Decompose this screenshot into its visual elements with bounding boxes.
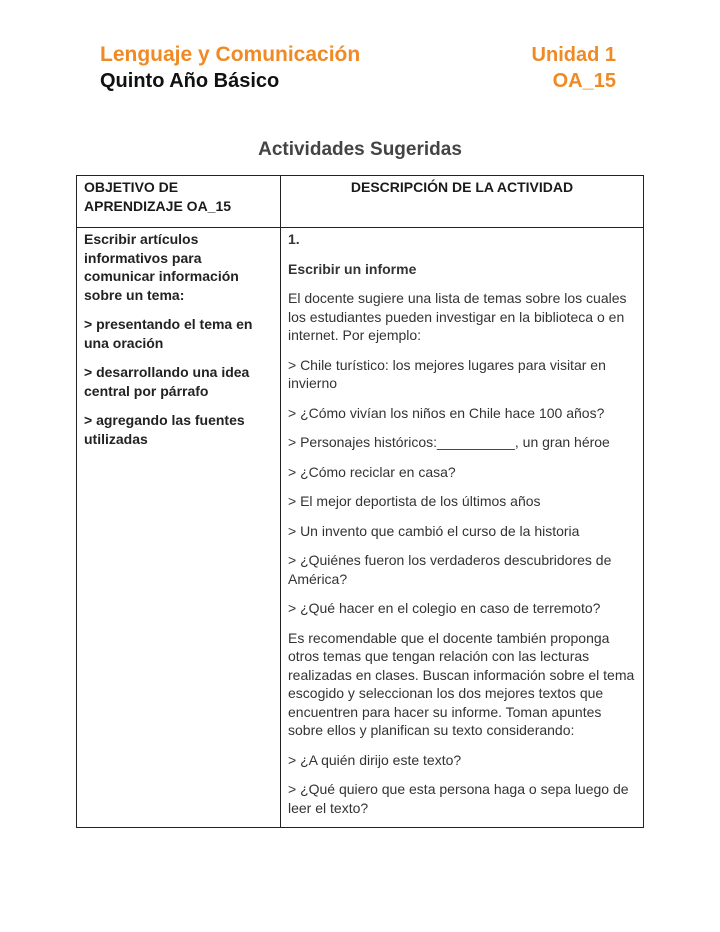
grade-level: Quinto Año Básico xyxy=(100,70,280,92)
activity-intro: El docente sugiere una lista de temas sobre los cuales los estudiantes pueden investigar en la biblioteca o en internet. Por ejemplo: xyxy=(288,290,627,343)
page-title: Actividades Sugeridas xyxy=(258,139,462,160)
topic-item: > ¿Quiénes fueron los verdaderos descubridores de América? xyxy=(288,552,612,587)
objective-point: > desarrollando una idea central por párrafo xyxy=(84,364,250,399)
topic-item: > Un invento que cambió el curso de la historia xyxy=(288,522,580,539)
table-row xyxy=(77,228,644,828)
objective-point: > agregando las fuentes utilizadas xyxy=(84,412,245,447)
table-header-row xyxy=(77,176,644,228)
objective-column-header: OBJETIVO DE APRENDIZAJE OA_15 xyxy=(77,176,281,228)
objective-cell xyxy=(77,228,281,828)
activity-number: 1. xyxy=(288,231,300,247)
header-left xyxy=(100,42,360,94)
topic-item: > Chile turístico: los mejores lugares para visitar en invierno xyxy=(288,356,606,391)
oa-label: OA_15 xyxy=(552,70,616,92)
activity-recommendation: Es recomendable que el docente también proponga otros temas que tengan relación con las lecturas realizadas en clases. Buscan información sobre el tema escogido y seleccionan los dos mejores textos que encuentren para hacer su informe. Toman apuntes sobre ellos y planifican su texto considerando: xyxy=(288,629,635,738)
activity-heading: Escribir un informe xyxy=(288,260,417,277)
activity-cell xyxy=(281,228,644,828)
header-right xyxy=(532,42,616,94)
topic-item: > ¿Cómo reciclar en casa? xyxy=(288,463,456,480)
objective-point: > presentando el tema en una oración xyxy=(84,316,253,351)
activities-table xyxy=(76,175,644,828)
topic-item: > Personajes históricos:__________, un gran héroe xyxy=(288,434,610,450)
unit-label: Unidad 1 xyxy=(531,44,616,66)
description-column-header: DESCRIPCIÓN DE LA ACTIVIDAD xyxy=(281,176,644,228)
topic-item: > ¿Cómo vivían los niños en Chile hace 100 años? xyxy=(288,404,605,421)
topic-item: > El mejor deportista de los últimos años xyxy=(288,493,541,509)
objective-intro: Escribir artículos informativos para comunicar información sobre un tema: xyxy=(84,231,239,303)
question-item: > ¿A quién dirijo este texto? xyxy=(288,751,462,768)
subject-title: Lenguaje y Comunicación xyxy=(100,43,361,66)
question-item: > ¿Qué quiero que esta persona haga o sepa luego de leer el texto? xyxy=(288,781,629,816)
topic-item: > ¿Qué hacer en el colegio en caso de terremoto? xyxy=(288,600,601,616)
